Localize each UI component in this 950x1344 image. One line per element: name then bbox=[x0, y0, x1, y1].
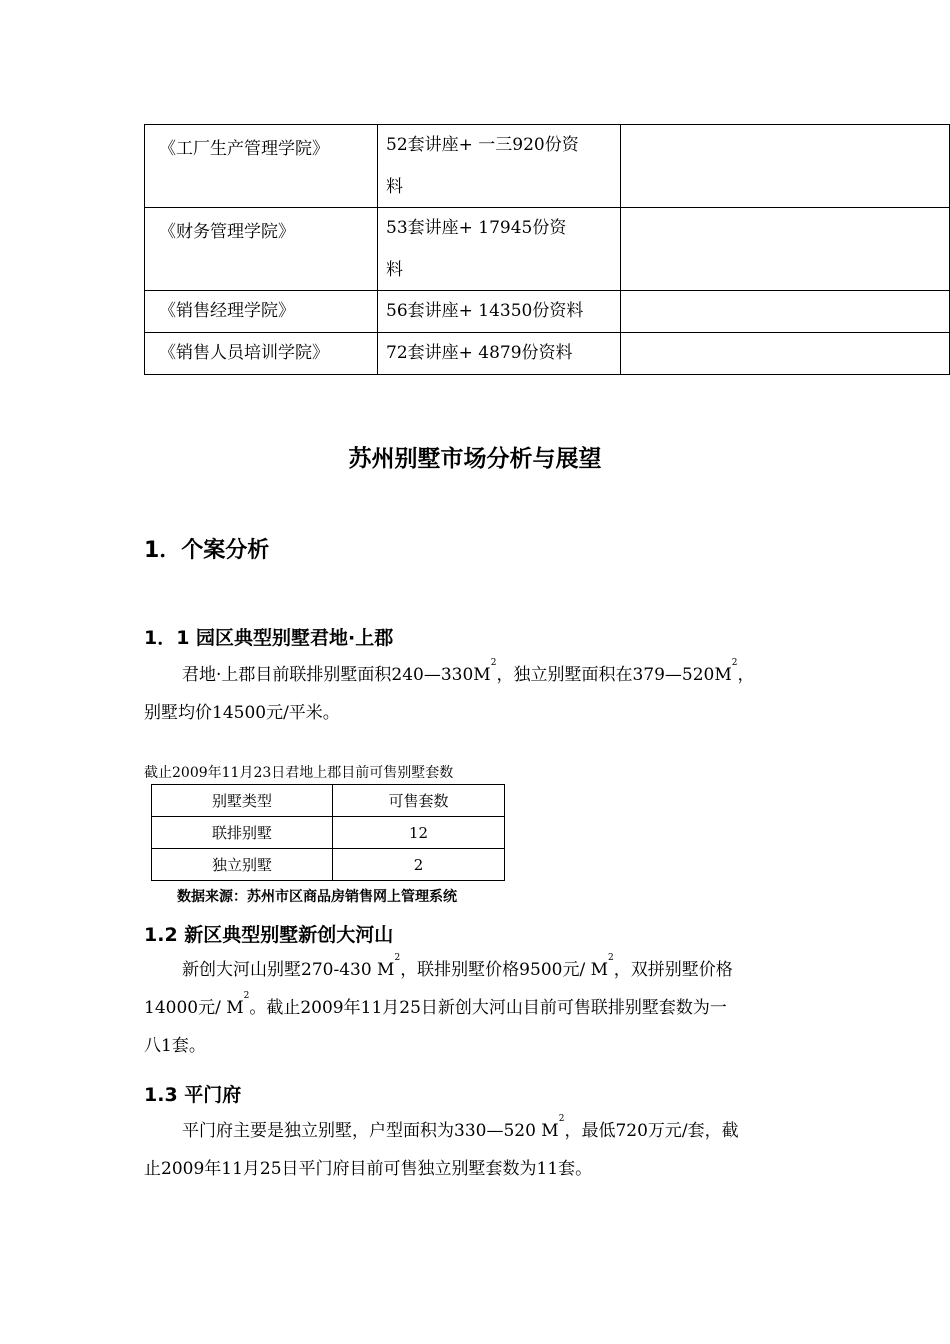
text-run: ，最低720万元/套，截 bbox=[564, 1121, 739, 1141]
paragraph bbox=[144, 656, 812, 732]
course-desc-line: 52套讲座+ 一三920份资 bbox=[386, 135, 579, 155]
text-run: ，独立别墅面积在379—520M bbox=[496, 665, 732, 685]
course-name-text: 《销售经理学院》 bbox=[159, 301, 295, 321]
course-desc-line: 53套讲座+ 17945份资 bbox=[386, 218, 567, 238]
superscript: 2 bbox=[490, 658, 497, 668]
superscript: 2 bbox=[608, 953, 614, 963]
course-extra bbox=[621, 291, 950, 333]
subsection-heading: 1.2 新区典型别墅新创大河山 bbox=[144, 924, 394, 946]
table-row bbox=[145, 208, 950, 291]
text-run: 平门府主要是独立别墅，户型面积为330—520 M bbox=[182, 1121, 559, 1141]
course-desc-line: 料 bbox=[386, 177, 403, 197]
course-name bbox=[145, 333, 378, 375]
section-heading: 1．个案分析 bbox=[144, 538, 270, 563]
text-run: ， bbox=[737, 665, 755, 685]
superscript: 2 bbox=[243, 991, 250, 1001]
data-source-note: 数据来源：苏州市区商品房销售网上管理系统 bbox=[177, 889, 457, 905]
paragraph bbox=[144, 951, 812, 1065]
table-cell: 12 bbox=[333, 817, 505, 849]
column-header: 别墅类型 bbox=[152, 785, 333, 817]
villa-stock-table bbox=[151, 784, 505, 881]
text-run: 别墅均价14500元/平米。 bbox=[144, 703, 340, 723]
table-cell: 2 bbox=[333, 849, 505, 881]
course-extra bbox=[621, 333, 950, 375]
table-row bbox=[152, 849, 505, 881]
course-name-text: 《销售人员培训学院》 bbox=[159, 343, 329, 363]
text-run: 。截止2009年11月25日新创大河山目前可售联排别墅套数为一 bbox=[249, 998, 727, 1018]
course-desc bbox=[378, 333, 621, 375]
table-caption: 截止2009年11月23日君地上郡目前可售别墅套数 bbox=[144, 765, 454, 781]
table-row bbox=[145, 333, 950, 375]
table-cell: 联排别墅 bbox=[152, 817, 333, 849]
course-extra bbox=[621, 125, 950, 208]
course-desc-line: 56套讲座+ 14350份资料 bbox=[386, 301, 584, 321]
superscript: 2 bbox=[394, 953, 401, 963]
course-name: 《工厂生产管理学院》 bbox=[145, 125, 378, 208]
superscript: 2 bbox=[558, 1114, 565, 1124]
column-header: 可售套数 bbox=[333, 785, 505, 817]
subsection-heading: 1.3 平门府 bbox=[144, 1084, 242, 1106]
text-run: 止2009年11月25日平门府目前可售独立别墅套数为11套。 bbox=[144, 1159, 593, 1179]
courses-table bbox=[144, 124, 950, 375]
text-run: ，联排别墅价格9500元/ M bbox=[400, 960, 608, 980]
course-desc bbox=[378, 125, 621, 208]
course-extra bbox=[621, 208, 950, 291]
course-name bbox=[145, 291, 378, 333]
table-row bbox=[145, 291, 950, 333]
table-row bbox=[145, 125, 950, 208]
subsection-heading: 1．1 园区典型别墅君地·上郡 bbox=[144, 627, 394, 649]
text-run: ，双拼别墅价格 bbox=[613, 960, 733, 980]
document-title: 苏州别墅市场分析与展望 bbox=[348, 446, 602, 472]
course-desc-line: 料 bbox=[386, 260, 403, 280]
paragraph bbox=[144, 1112, 812, 1188]
table-row bbox=[152, 817, 505, 849]
table-cell: 独立别墅 bbox=[152, 849, 333, 881]
course-desc bbox=[378, 291, 621, 333]
superscript: 2 bbox=[731, 658, 738, 668]
course-desc-line: 72套讲座+ 4879份资料 bbox=[386, 343, 573, 363]
text-run: 君地·上郡目前联排别墅面积240—330M bbox=[182, 665, 491, 685]
text-run: 八1套。 bbox=[144, 1036, 206, 1056]
text-run: 新创大河山别墅270-430 M bbox=[182, 960, 395, 980]
table-header-row bbox=[152, 785, 505, 817]
course-name: 《财务管理学院》 bbox=[145, 208, 378, 291]
course-desc bbox=[378, 208, 621, 291]
text-run: 14000元/ M bbox=[144, 998, 244, 1018]
